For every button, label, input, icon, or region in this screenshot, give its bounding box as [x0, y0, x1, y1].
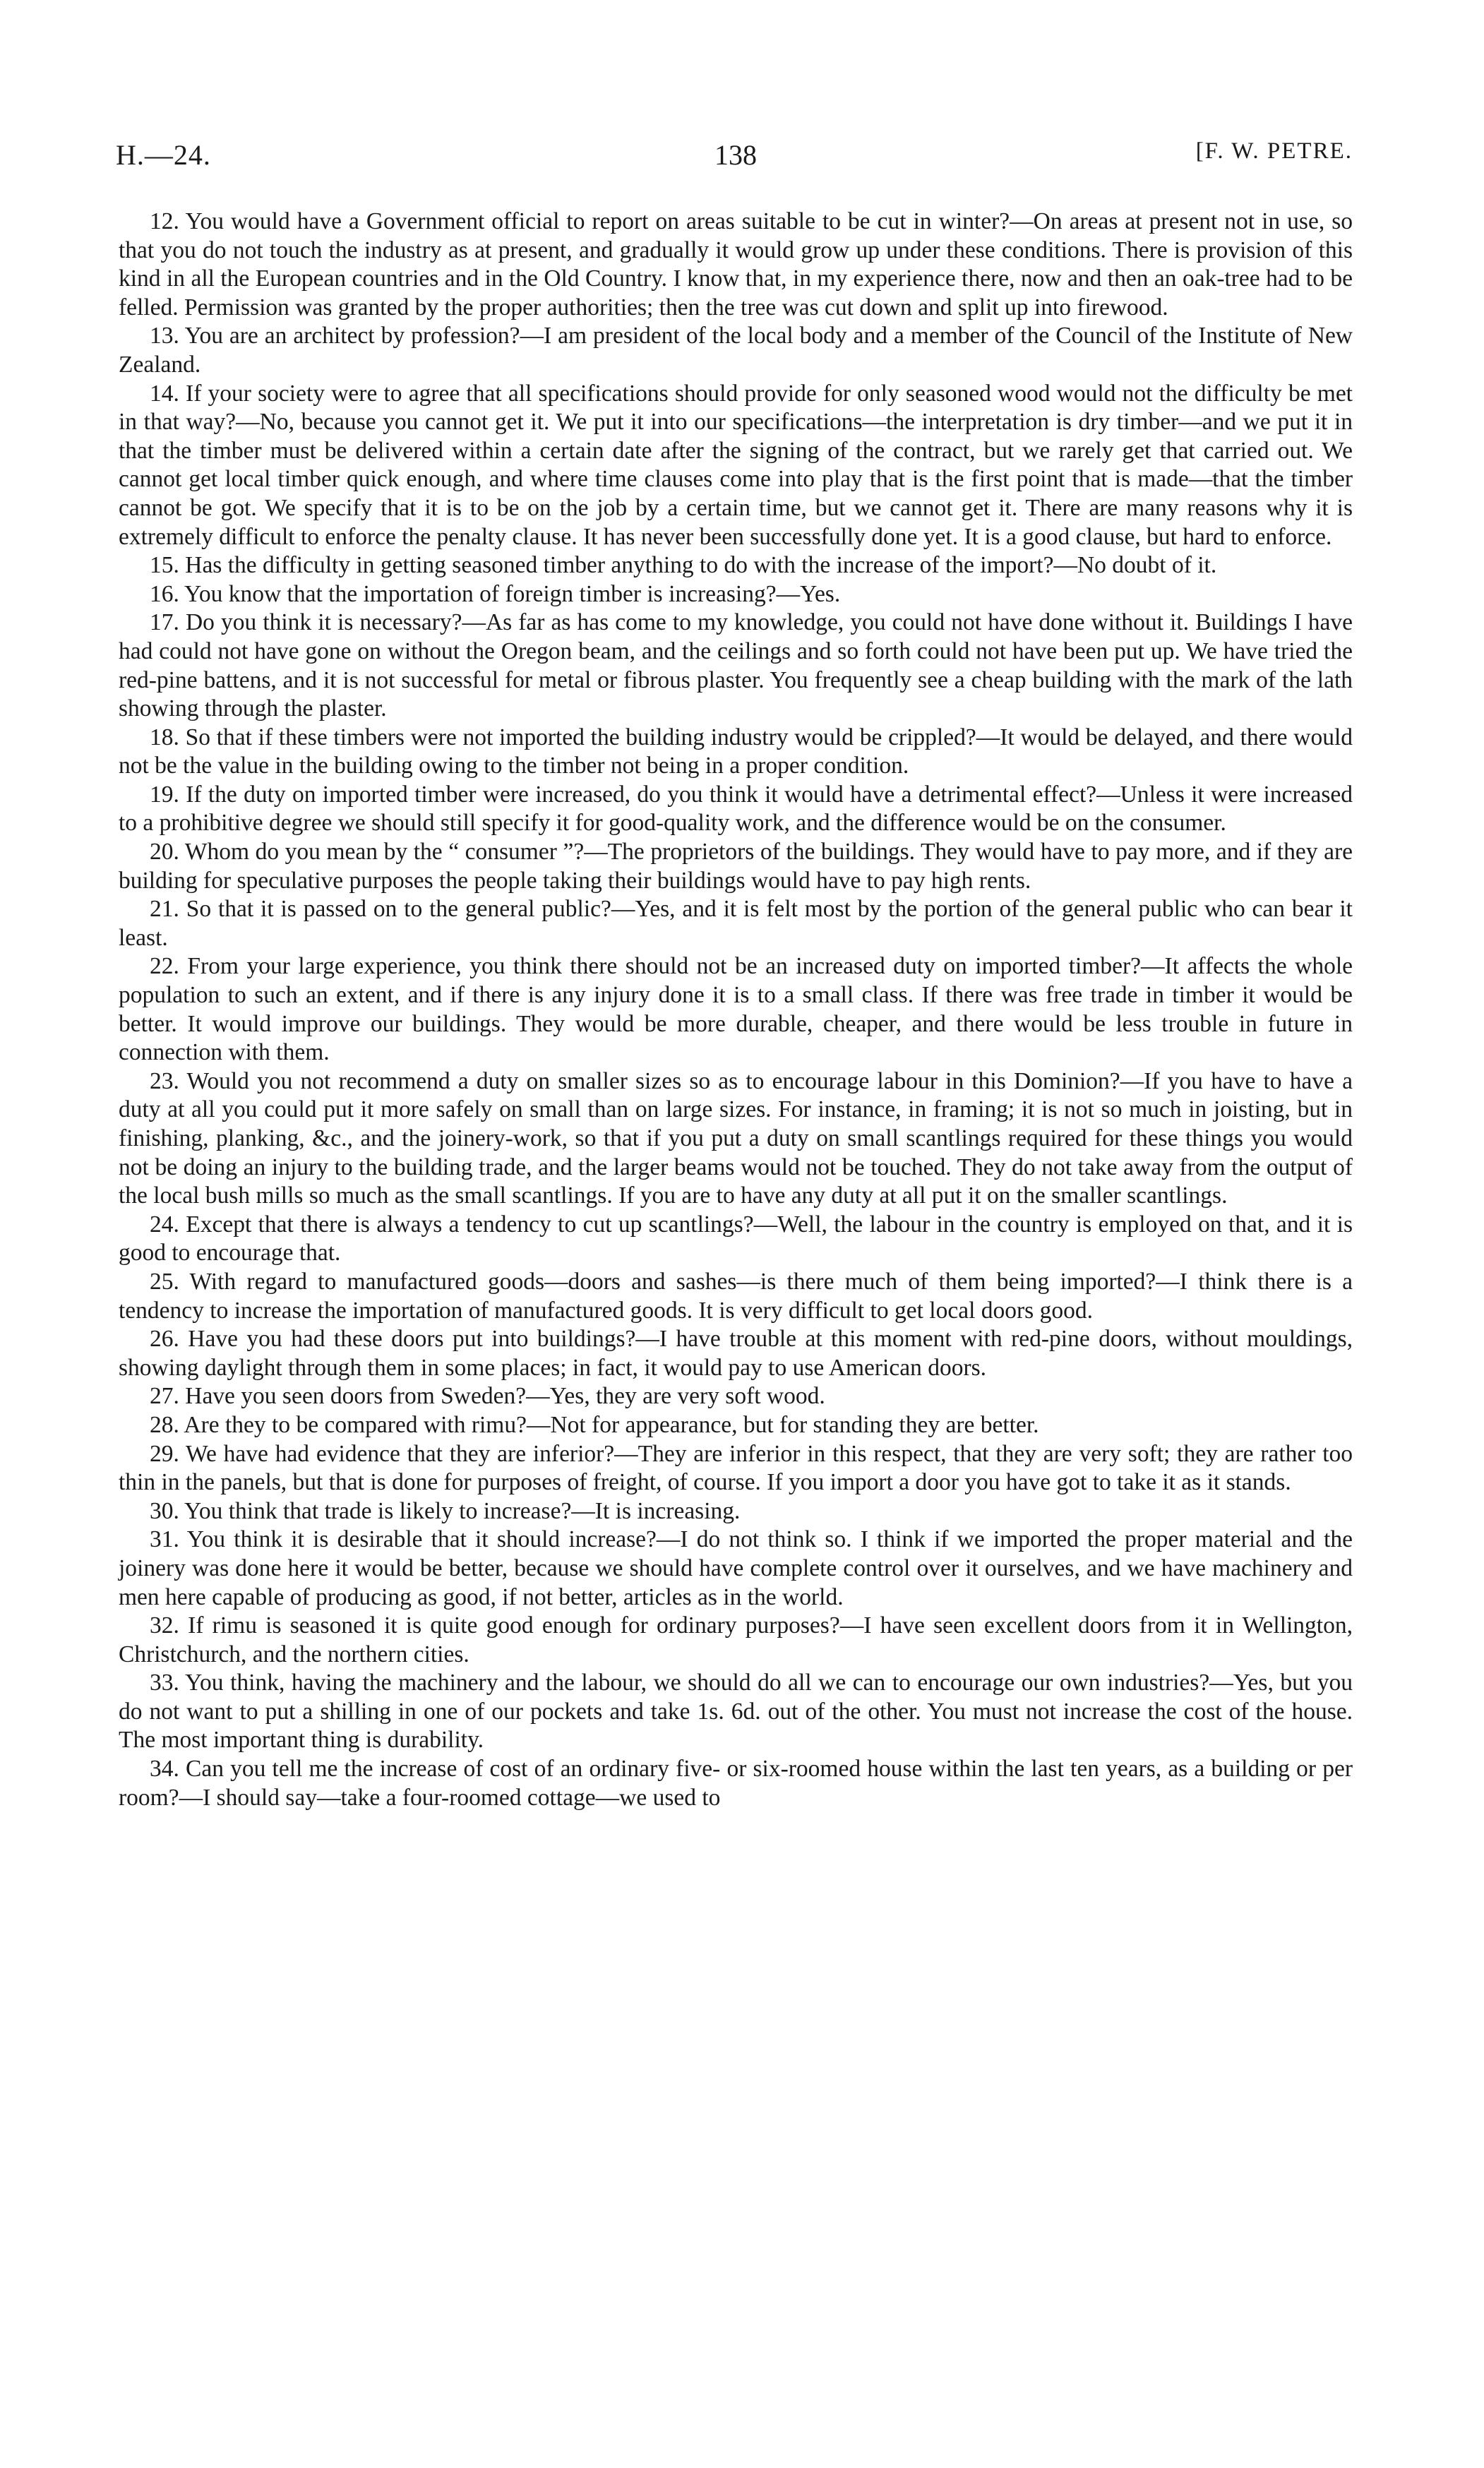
question-13: 13. You are an architect by profession?—I am president of the local body and a member of the Council of the Institute of New Zealand. — [119, 323, 1353, 378]
question-26: 26. Have you had these doors put into buildings?—I have trouble at this moment with red-pine doors, without mouldings, showing daylight through them in some places; in fact, it would pay to use American doors. — [119, 1326, 1353, 1381]
question-17: 17. Do you think it is necessary?—As far as has come to my knowledge, you could not have done without it. Buildings I have had could not have gone on without the Oregon beam, and the ceilings and so forth could not have been put up. We have tried the red-pine battens, and it is not successful for metal or fibrous plaster. You frequently see a cheap building with the mark of the lath showing through the plaster. — [119, 609, 1353, 722]
question-31: 31. You think it is desirable that it should increase?—I do not think so. I think if we imported the proper material and the joinery was done here it would be better, because we should have complete control over it ourselves, and we have machinery and men here capable of producing as good, if not better, articles as in the world. — [119, 1526, 1353, 1610]
question-14: 14. If your society were to agree that all specifications should provide for only seasoned wood would not the difficulty be met in that way?—No, because you cannot get it. We put it into our specifications—the interpretation is dry timber—and we put it in that the timber must be delivered within a certain date after the signing of the contract, but we rarely get that carried out. We cannot get local timber quick enough, and where time clauses come into play that is the first point that is made—that the timber cannot be got. We specify that it is to be on the job by a certain time, but we cannot get it. There are many reasons why it is extremely difficult to enforce the penalty clause. It has never been successfully done yet. It is a good clause, but hard to enforce. — [119, 380, 1353, 550]
running-header — [116, 138, 1353, 181]
question-34: 34. Can you tell me the increase of cost of an ordinary five- or six-roomed house within the last ten years, as a building or per room?—I should say—take a four-roomed cottage—we used to — [119, 1756, 1353, 1811]
question-25: 25. With regard to manufactured goods—doors and sashes—is there much of them being imported?—I think there is a tendency to increase the importation of manufactured goods. It is very difficult to get local doors good. — [119, 1268, 1353, 1324]
question-19: 19. If the duty on imported timber were increased, do you think it would have a detrimental effect?—Unless it were increased to a prohibitive degree we should still specify it for good-quality work, and the difference would be on the consumer. — [119, 781, 1353, 837]
question-24: 24. Except that there is always a tendency to cut up scantlings?—Well, the labour in the country is employed on that, and it is good to encourage that. — [119, 1211, 1353, 1266]
question-27: 27. Have you seen doors from Sweden?—Yes, they are very soft wood. — [150, 1383, 825, 1410]
page-number: 138 — [714, 139, 757, 171]
question-22: 22. From your large experience, you think there should not be an increased duty on imported timber?—It affects the whole population to such an extent, and if there is any injury done it is to a small class. If there was free trade in timber it would be better. It would improve our buildings. They would be more durable, cheaper, and there would be less trouble in future in connection with them. — [119, 953, 1353, 1066]
question-32: 32. If rimu is seasoned it is quite good enough for ordinary purposes?—I have seen excellent doors from it in Wellington, Christchurch, and the northern cities. — [119, 1612, 1353, 1667]
evidence-body — [119, 208, 1353, 1812]
question-16: 16. You know that the importation of foreign timber is increasing?—Yes. — [150, 580, 841, 607]
question-12: 12. You would have a Government official to report on areas suitable to be cut in winter?—On areas at present not in use, so that you do not touch the industry as at present, and gradually it would grow up under these conditions. There is provision of this kind in all the European countries and in the Old Country. I know that, in my experience there, now and then an oak-tree had to be felled. Permission was granted by the proper authorities; then the tree was cut down and split up into firewood. — [119, 208, 1353, 321]
question-28: 28. Are they to be compared with rimu?—Not for appearance, but for standing they are better. — [150, 1411, 1039, 1438]
question-23: 23. Would you not recommend a duty on smaller sizes so as to encourage labour in this Dominion?—If you have to have a duty at all you could put it more safely on small than on large sizes. For instance, in framing; it is not so much in joisting, but in finishing, planking, &c., and the joinery-work, so that if you put a duty on small scantlings required for these things you would not be doing an injury to the building trade, and the larger beams would not be touched. They do not take away from the output of the local bush mills so much as the small scantlings. If you are to have any duty at all put it on the smaller scantlings. — [119, 1067, 1353, 1209]
question-15: 15. Has the difficulty in getting seasoned timber anything to do with the increase of the import?—No doubt of it. — [150, 552, 1217, 579]
question-33: 33. You think, having the machinery and the labour, we should do all we can to encourage our own industries?—Yes, but you do not want to put a shilling in one of our pockets and take 1s. 6d. out of the other. You must not increase the cost of the house. The most important thing is durability. — [119, 1670, 1353, 1754]
question-20: 20. Whom do you mean by the “ consumer ”?—The proprietors of the buildings. They would have to pay more, and if they are building for speculative purposes the people taking their buildings would have to pay high rents. — [119, 839, 1353, 894]
question-29: 29. We have had evidence that they are inferior?—They are inferior in this respect, that they are very soft; they are rather too thin in the panels, but that is done for purposes of freight, of course. If you import a door you have got to take it as it stands. — [119, 1440, 1353, 1496]
question-30: 30. You think that trade is likely to increase?—It is increasing. — [150, 1497, 741, 1524]
witness-name: [F. W. PETRE. — [1195, 138, 1353, 164]
document-page — [116, 138, 1353, 1812]
question-18: 18. So that if these timbers were not imported the building industry would be crippled?—It would be delayed, and there would not be the value in the building owing to the timber not being in a proper condition. — [119, 724, 1353, 779]
question-21: 21. So that it is passed on to the general public?—Yes, and it is felt most by the portion of the general public who can bear it least. — [119, 896, 1353, 951]
document-reference: H.—24. — [116, 139, 211, 171]
